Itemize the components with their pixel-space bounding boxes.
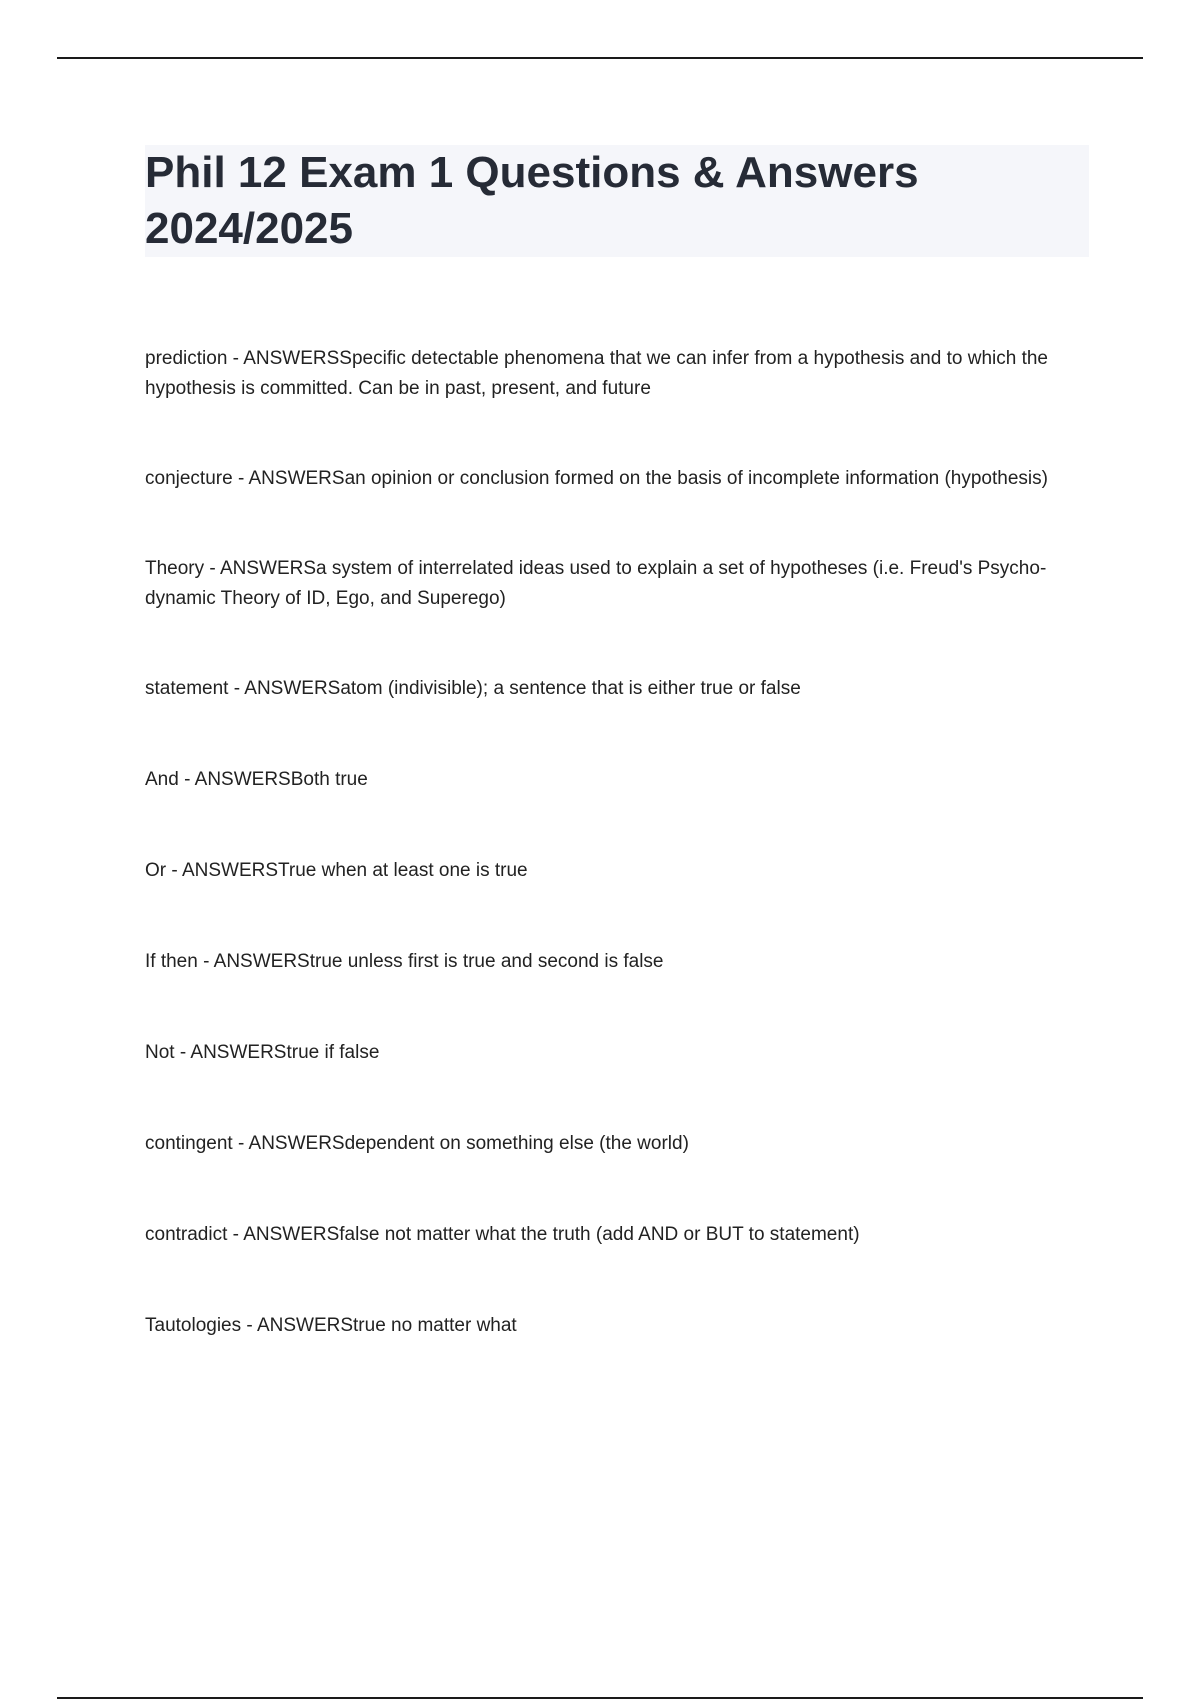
- qa-entry-not: Not - ANSWERStrue if false: [145, 1042, 380, 1063]
- qa-entry-contingent: contingent - ANSWERSdependent on something else (the world): [145, 1133, 689, 1154]
- qa-entry-contradict: contradict - ANSWERSfalse not matter what the truth (add AND or BUT to statement): [145, 1224, 860, 1245]
- qa-entry-and: And - ANSWERSBoth true: [145, 769, 368, 790]
- qa-list: [145, 344, 1089, 1402]
- qa-entry-or: Or - ANSWERSTrue when at least one is true: [145, 860, 528, 881]
- footer-rule: [57, 1697, 1143, 1699]
- header-rule: [57, 57, 1143, 59]
- qa-entry-prediction: prediction - ANSWERSSpecific detectable phenomena that we can infer from a hypothesis and to which the hypothesis is committed. Can be in past, present, and future: [145, 348, 1048, 399]
- qa-entry-tautologies: Tautologies - ANSWERStrue no matter what: [145, 1315, 517, 1336]
- qa-entry-statement: statement - ANSWERSatom (indivisible); a sentence that is either true or false: [145, 678, 801, 699]
- document-title: Phil 12 Exam 1 Questions & Answers 2024/2025: [145, 148, 919, 253]
- qa-entry-theory: Theory - ANSWERSa system of interrelated ideas used to explain a set of hypotheses (i.e. Freud's Psycho-dynamic Theory of ID, Ego, and Superego): [145, 558, 1047, 609]
- title-block: [145, 145, 1089, 257]
- qa-entry-if-then: If then - ANSWERStrue unless first is true and second is false: [145, 951, 664, 972]
- qa-entry-conjecture: conjecture - ANSWERSan opinion or conclusion formed on the basis of incomplete information (hypothesis): [145, 468, 1048, 489]
